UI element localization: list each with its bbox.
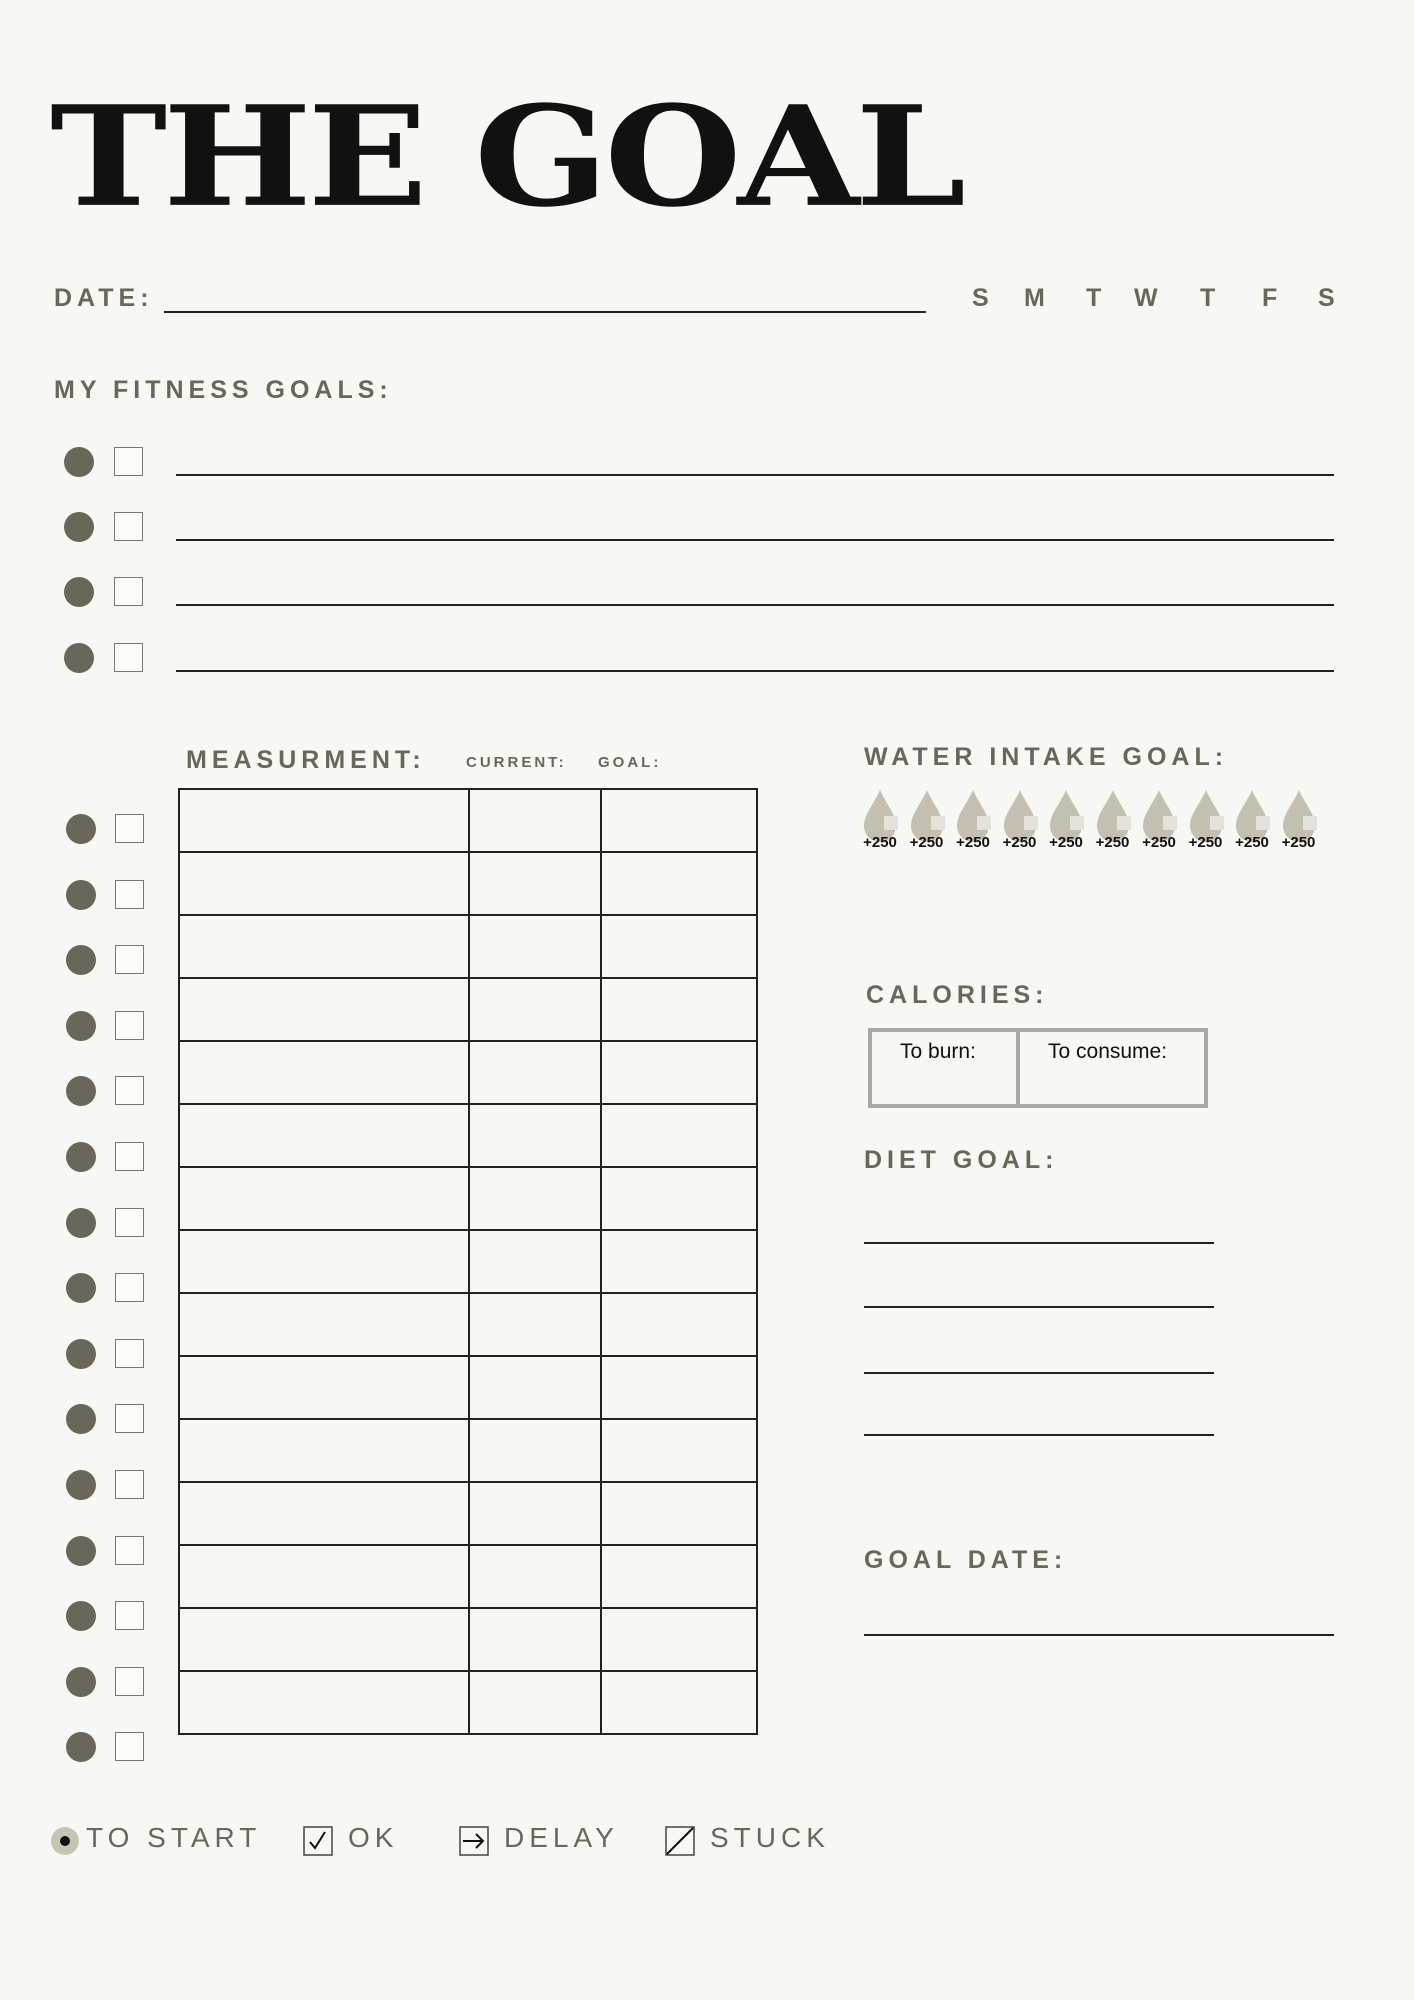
table-row <box>179 1104 757 1167</box>
current-value-cell[interactable] <box>469 1041 601 1104</box>
measurement-bullet <box>66 1732 96 1762</box>
water-drops <box>858 788 1328 858</box>
measurement-checkbox[interactable] <box>115 1404 144 1433</box>
current-value-cell[interactable] <box>469 1608 601 1671</box>
table-row <box>179 978 757 1041</box>
day-tue[interactable]: T <box>1086 284 1102 312</box>
measurement-table-wrapper <box>178 788 758 1735</box>
page-title: THE GOAL <box>50 76 962 238</box>
goal-value-cell[interactable] <box>601 1167 757 1230</box>
goal-date-label: GOAL DATE: <box>864 1546 1068 1574</box>
table-row <box>179 1230 757 1293</box>
table-row <box>179 789 757 852</box>
water-intake-label: WATER INTAKE GOAL: <box>864 743 1229 771</box>
diet-goal-line[interactable] <box>864 1434 1214 1436</box>
goal-value-cell[interactable] <box>601 978 757 1041</box>
measurement-name-cell[interactable] <box>179 1293 469 1356</box>
day-thu[interactable]: T <box>1200 284 1216 312</box>
measurement-name-cell[interactable] <box>179 789 469 852</box>
measurement-name-cell[interactable] <box>179 1356 469 1419</box>
day-sun[interactable]: S <box>972 284 989 312</box>
day-mon[interactable]: M <box>1024 284 1045 312</box>
measurement-checkbox[interactable] <box>115 1732 144 1761</box>
goal-line[interactable] <box>176 670 1334 672</box>
measurement-checkbox[interactable] <box>115 1470 144 1499</box>
water-drop-label: +250 <box>909 834 944 851</box>
measurement-bullet <box>66 945 96 975</box>
current-value-cell[interactable] <box>469 1104 601 1167</box>
goal-checkbox[interactable] <box>114 643 143 672</box>
measurement-name-cell[interactable] <box>179 1608 469 1671</box>
measurement-checkbox[interactable] <box>115 1208 144 1237</box>
measurement-name-cell[interactable] <box>179 852 469 915</box>
fitness-goals-label: MY FITNESS GOALS: <box>54 376 393 404</box>
goal-value-cell[interactable] <box>601 1230 757 1293</box>
measurement-checkbox[interactable] <box>115 1142 144 1171</box>
measurement-checkbox[interactable] <box>115 1667 144 1696</box>
to-consume-cell[interactable] <box>1020 1032 1167 1104</box>
measurement-bullet <box>66 1536 96 1566</box>
to-burn-cell[interactable] <box>872 1032 1020 1104</box>
measurement-name-cell[interactable] <box>179 1041 469 1104</box>
ok-check-icon <box>303 1826 333 1856</box>
measurement-bullet <box>66 1339 96 1369</box>
measurement-checkbox[interactable] <box>115 1273 144 1302</box>
to-burn-label: To burn: <box>900 1040 976 1063</box>
goal-bullet <box>64 643 94 673</box>
measurement-checkbox[interactable] <box>115 1076 144 1105</box>
goal-line[interactable] <box>176 604 1334 606</box>
current-value-cell[interactable] <box>469 1419 601 1482</box>
goal-date-line[interactable] <box>864 1634 1334 1636</box>
table-row <box>179 1356 757 1419</box>
legend-to-start: TO START <box>86 1822 262 1853</box>
measurement-bullet <box>66 1404 96 1434</box>
goal-value-cell[interactable] <box>601 1104 757 1167</box>
measurement-checkbox[interactable] <box>115 880 144 909</box>
water-drop-label: +250 <box>956 834 990 851</box>
current-value-cell[interactable] <box>469 789 601 852</box>
goal-value-cell[interactable] <box>601 789 757 852</box>
water-drop-label: +250 <box>1142 834 1176 851</box>
diet-goal-line[interactable] <box>864 1306 1214 1308</box>
measurement-name-cell[interactable] <box>179 1167 469 1230</box>
legend-stuck: STUCK <box>710 1822 830 1853</box>
measurement-bullet <box>66 880 96 910</box>
diet-goal-line[interactable] <box>864 1242 1214 1244</box>
measurement-checkbox[interactable] <box>115 1601 144 1630</box>
calories-label: CALORIES: <box>866 981 1049 1009</box>
current-value-cell[interactable] <box>469 1671 601 1734</box>
goal-bullet <box>64 577 94 607</box>
water-drop-label: +250 <box>1049 834 1083 851</box>
day-fri[interactable]: F <box>1262 284 1278 312</box>
measurement-bullet <box>66 1076 96 1106</box>
measurement-bullet <box>66 1667 96 1697</box>
measurement-checkbox[interactable] <box>115 945 144 974</box>
status-legend <box>50 1822 830 1862</box>
goal-bullet <box>64 447 94 477</box>
measurement-name-cell[interactable] <box>179 1482 469 1545</box>
measurement-name-cell[interactable] <box>179 978 469 1041</box>
goal-value-cell[interactable] <box>601 1482 757 1545</box>
measurement-name-cell[interactable] <box>179 1230 469 1293</box>
table-row <box>179 1608 757 1671</box>
date-line[interactable] <box>164 311 926 313</box>
goal-label: GOAL: <box>598 754 662 771</box>
measurement-name-cell[interactable] <box>179 1671 469 1734</box>
current-value-cell[interactable] <box>469 978 601 1041</box>
measurement-bullet <box>66 1273 96 1303</box>
date-label: DATE: <box>54 284 154 312</box>
delay-arrow-icon <box>459 1826 489 1856</box>
table-row <box>179 915 757 978</box>
measurement-name-cell[interactable] <box>179 1104 469 1167</box>
table-row <box>179 1167 757 1230</box>
current-value-cell[interactable] <box>469 1167 601 1230</box>
current-value-cell[interactable] <box>469 1230 601 1293</box>
diet-goal-label: DIET GOAL: <box>864 1146 1059 1174</box>
measurement-bullet <box>66 1470 96 1500</box>
current-value-cell[interactable] <box>469 1293 601 1356</box>
diet-goal-line[interactable] <box>864 1372 1214 1374</box>
current-value-cell[interactable] <box>469 852 601 915</box>
goal-value-cell[interactable] <box>601 1545 757 1608</box>
goal-line[interactable] <box>176 474 1334 476</box>
measurement-checkbox[interactable] <box>115 1011 144 1040</box>
measurement-name-cell[interactable] <box>179 1419 469 1482</box>
goal-value-cell[interactable] <box>601 1293 757 1356</box>
goal-value-cell[interactable] <box>601 1041 757 1104</box>
calories-box <box>868 1028 1208 1108</box>
goal-value-cell[interactable] <box>601 852 757 915</box>
goal-value-cell[interactable] <box>601 915 757 978</box>
measurement-bullet <box>66 1601 96 1631</box>
goal-checkbox[interactable] <box>114 512 143 541</box>
measurement-bullet <box>66 1011 96 1041</box>
measurement-name-cell[interactable] <box>179 1545 469 1608</box>
goal-value-cell[interactable] <box>601 1671 757 1734</box>
day-sat[interactable]: S <box>1318 284 1335 312</box>
measurement-bullet <box>66 814 96 844</box>
current-label: CURRENT: <box>466 754 567 771</box>
measurement-name-cell[interactable] <box>179 915 469 978</box>
to-start-icon <box>50 1826 80 1856</box>
goal-value-cell[interactable] <box>601 1419 757 1482</box>
table-row <box>179 1545 757 1608</box>
stuck-slash-icon <box>665 1826 695 1856</box>
legend-delay: DELAY <box>504 1822 619 1853</box>
water-drop-label: +250 <box>1095 834 1130 851</box>
current-value-cell[interactable] <box>469 915 601 978</box>
table-row <box>179 852 757 915</box>
day-wed[interactable]: W <box>1134 284 1158 312</box>
table-row <box>179 1293 757 1356</box>
measurement-bullet <box>66 1142 96 1172</box>
water-drop-label: +250 <box>1002 834 1037 851</box>
goal-value-cell[interactable] <box>601 1356 757 1419</box>
table-row <box>179 1419 757 1482</box>
table-row <box>179 1482 757 1545</box>
measurement-label: MEASURMENT: <box>186 746 426 774</box>
legend-ok: OK <box>348 1822 399 1853</box>
goal-line[interactable] <box>176 539 1334 541</box>
table-row <box>179 1041 757 1104</box>
goal-value-cell[interactable] <box>601 1608 757 1671</box>
measurement-table <box>178 788 758 1735</box>
water-drop-label: +250 <box>1281 834 1316 851</box>
measurement-checkbox[interactable] <box>115 814 144 843</box>
water-drop-label: +250 <box>863 834 897 851</box>
current-value-cell[interactable] <box>469 1482 601 1545</box>
water-drop-label: +250 <box>1235 834 1269 851</box>
goal-checkbox[interactable] <box>114 447 143 476</box>
measurement-checkbox[interactable] <box>115 1339 144 1368</box>
table-row <box>179 1671 757 1734</box>
measurement-checkbox[interactable] <box>115 1536 144 1565</box>
current-value-cell[interactable] <box>469 1356 601 1419</box>
water-drop-label: +250 <box>1188 834 1223 851</box>
to-consume-label: To consume: <box>1048 1040 1168 1063</box>
goal-checkbox[interactable] <box>114 577 143 606</box>
measurement-bullet <box>66 1208 96 1238</box>
goal-bullet <box>64 512 94 542</box>
current-value-cell[interactable] <box>469 1545 601 1608</box>
